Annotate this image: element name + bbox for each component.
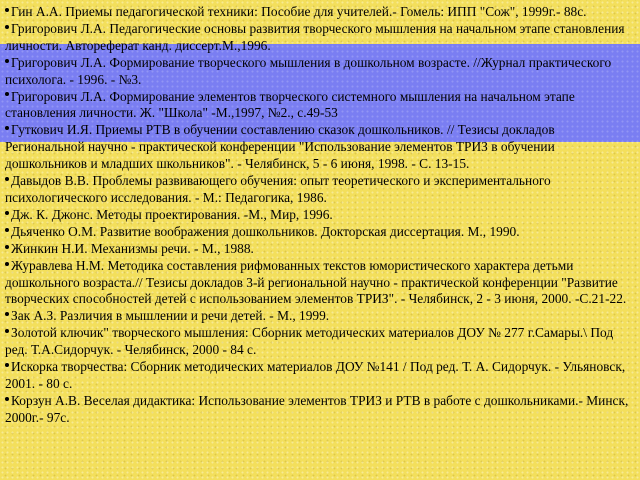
reference-text: Зак А.З. Различия в мышлении и речи детей. - М., 1999. xyxy=(11,308,330,324)
reference-item xyxy=(5,258,637,309)
reference-text: Золотой ключик" творческого мышления: Сборник методических материалов ДОУ № 277 г.Самары.\ Под ред. Т.А.Сидорчук. - Челябинск, 2000 - 84 с. xyxy=(5,325,614,358)
reference-text: Григорович Л.А. Формирование элементов творческого системного мышления на начальном этапе становления личности. Ж. "Школа" -М.,1997, №2., с.49-53 xyxy=(5,88,575,121)
reference-item xyxy=(5,122,637,173)
bullet-icon xyxy=(5,177,9,181)
bullet-icon xyxy=(5,8,9,12)
reference-item xyxy=(5,89,637,123)
bullet-icon xyxy=(5,397,9,401)
reference-item xyxy=(5,224,637,241)
bullet-icon xyxy=(5,211,9,215)
reference-item xyxy=(5,359,637,393)
bullet-icon xyxy=(5,245,9,249)
bullet-icon xyxy=(5,312,9,316)
bullet-icon xyxy=(5,59,9,63)
bullet-icon xyxy=(5,126,9,130)
reference-text: Корзун А.В. Веселая дидактика: Использование элементов ТРИЗ и РТВ в работе с дошкольниками.- Минск, 2000г.- 97с. xyxy=(5,392,629,425)
bullet-icon xyxy=(5,329,9,333)
bullet-icon xyxy=(5,92,9,96)
reference-item xyxy=(5,55,637,89)
reference-item xyxy=(5,173,637,207)
reference-item xyxy=(5,207,637,224)
reference-text: Искорка творчества: Сборник методических материалов ДОУ №141 / Под ред. Т. А. Сидорчук. - Ульяновск, 2001. - 80 с. xyxy=(5,359,626,391)
reference-text: Григорович Л.А. Формирование творческого мышления в дошкольном возрасте. //Журнал практического психолога. - 1996. - №3. xyxy=(5,54,612,87)
bullet-icon xyxy=(5,25,9,29)
reference-text: Дж. К. Джонс. Методы проектирования. -М., Мир, 1996. xyxy=(11,206,333,222)
reference-item xyxy=(5,4,637,21)
reference-item xyxy=(5,325,637,359)
reference-item xyxy=(5,21,637,55)
reference-text: Гуткович И.Я. Приемы РТВ в обучении составлению сказок дошкольников. // Тезисы докладов Региональной научно - практической конференции "Использование элементов ТРИЗ в обучении дошкольников и младших школьников". - Челябинск, 5 - 6 июня, 1998. - С. 13-15. xyxy=(5,122,555,172)
reference-text: Давыдов В.В. Проблемы развивающего обучения: опыт теоретического и экспериментального психологического исследования. - М.: Педагогика, 1986. xyxy=(5,173,551,205)
reference-item xyxy=(5,393,637,427)
bullet-icon xyxy=(5,228,9,232)
reference-item xyxy=(5,308,637,325)
bullet-icon xyxy=(5,363,9,367)
reference-text: Дьяченко О.М. Развитие воображения дошкольников. Докторская диссертация. М., 1990. xyxy=(11,223,520,239)
bullet-icon xyxy=(5,262,9,266)
reference-text: Журавлева Н.М. Методика составления рифмованных текстов юмористического характера детьми дошкольного возраста.// Тезисы докладов 3-й региональной научно - практической конференции "Развитие творческих способностей детей с использованием элементов ТРИЗ". - Челябинск, 2 - 3 июня, 2000. -С.21-22. xyxy=(5,257,627,307)
reference-text: Жинкин Н.И. Механизмы речи. - М., 1988. xyxy=(11,240,254,256)
reference-item xyxy=(5,241,637,258)
reference-text: Гин А.А. Приемы педагогической техники: Пособие для учителей.- Гомель: ИПП "Сож", 1999г.- 88с. xyxy=(11,4,587,19)
reference-text: Григорович Л.А. Педагогические основы развития творческого мышления на начальном этапе становления личности. Автореферат канд. диссерт.М.,1996. xyxy=(5,20,625,53)
